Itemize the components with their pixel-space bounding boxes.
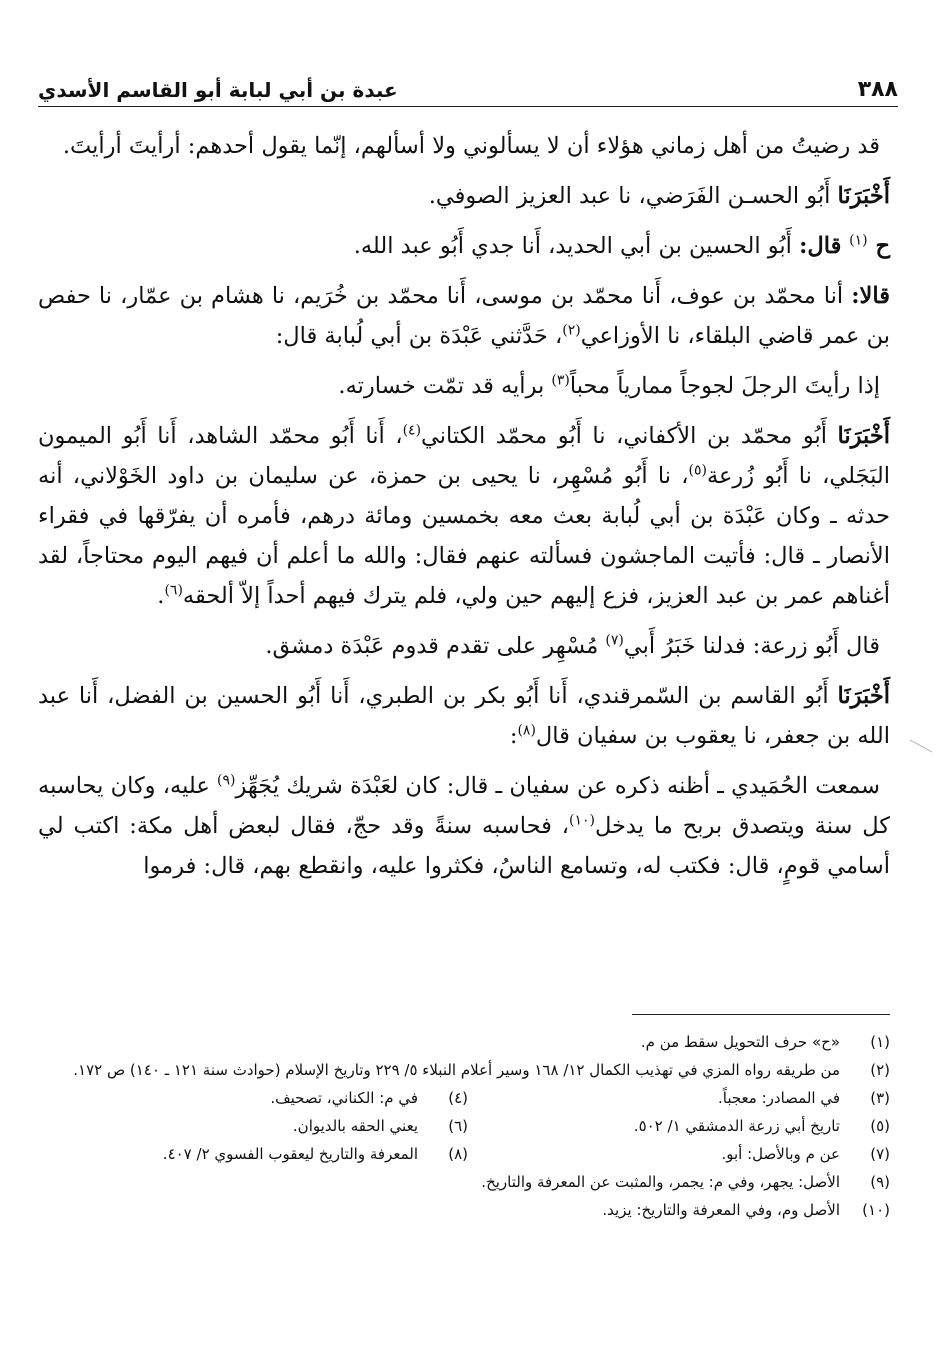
footnote-ref[interactable]: (٨) [517,722,536,739]
footnote-text: الأصل: يجهر، وفي م: يجمر، والمثبت عن المعرفة والتاريخ. [481,1173,840,1191]
footnote-text: عن م وبالأصل: أبو. [721,1145,840,1163]
paragraph-text: أَبُو الحسـن الفَرَضي، نا عبد العزيز الصوفي. [428,183,838,209]
header-divider [38,106,898,107]
paragraph-text: إذا رأيتَ الرجلَ لجوجاً ممارياً محباً [569,373,880,399]
paragraph-text: قد رضيتُ من أهل زماني هؤلاء أن لا يسألوني ولا أسألهم، إنّما يقول أحدهم: أرأيتَ أرأيتَ. [62,133,880,159]
footnote-text: الأصل وم، وفي المعرفة والتاريخ: يزيد. [602,1201,840,1219]
footnote [468,1142,890,1166]
footnote-text: تاريخ أبي زرعة الدمشقي ١/ ٥٠٢. [633,1117,840,1135]
paragraph-text: . [157,583,165,609]
footnote-text: «ح» حرف التحويل سقط من م. [640,1033,840,1051]
footnote-number: (١) [870,1033,890,1051]
footnote [46,1142,468,1166]
footnote-row [46,1086,890,1110]
footnote-number: (٩) [870,1173,890,1191]
footnote-text: في م: الكناني، تصحيف. [270,1089,418,1107]
paragraph-text: برأيه قد تمّت خسارته. [338,373,552,399]
footnote-number: (٧) [870,1145,890,1163]
footnote [46,1058,890,1082]
footnote-number: (٢) [870,1061,890,1079]
chain-keyword: أَخْبَرَنَا [837,683,890,709]
footnote [46,1086,468,1110]
footnote-divider [632,1014,890,1015]
paragraph [38,416,890,616]
paragraph [38,276,890,356]
main-text [38,126,890,896]
paragraph-text: ، أَنا أَبُو محمّد الشاهد، أَنا أَبُو الميمون البَجَلي، نا أَبُو زُرعة [38,423,890,489]
footnote-row [46,1114,890,1138]
paragraph [38,766,890,886]
footnote-ref[interactable]: (٢) [562,322,581,339]
footnote-ref[interactable]: (٩) [217,772,236,789]
chain-keyword: قال: [799,233,850,259]
footnote-ref[interactable]: (١) [849,232,868,249]
paragraph-text: سمعت الحُمَيدي ـ أظنه ذكره عن سفيان ـ قال: كان لعَبْدَة شريك يُجَهِّز [235,773,881,799]
footnote-number: (٦) [448,1117,468,1135]
footnote-number: (١٠) [862,1201,890,1219]
page-number: ٣٨٨ [857,77,898,102]
paragraph [38,226,890,266]
paragraph-text: أنا محمّد بن عوف، أَنا محمّد بن موسى، أَنا محمّد بن خُرَيم، نا هشام بن عمّار، نا حفص بن عمر قاضي البلقاء، نا الأوزاعي [38,283,890,349]
footnote [46,1030,890,1054]
paragraph-text: ، حَدَّثني عَبْدَة بن أبي لُبابة قال: [275,323,563,349]
footnote-text: يعني الحقه بالديوان. [292,1117,418,1135]
paragraph-text: مُسْهِر على تقدم قدوم عَبْدَة دمشق. [265,633,606,659]
footnote-ref[interactable]: (٣) [551,372,570,389]
page-header [38,72,898,102]
paragraph-text: ، نا أَبُو مُسْهِر، نا يحيى بن حمزة، عن سليمان بن داود الخَوْلاني، أنه حدثه ـ وكان عَبْدَة بن أبي لُبابة بعث معه بخمسين ومائة درهم، فأمره أن يفرّقها في فقراء الأنصار ـ قال: فأتيت الماجشون فسألته عنهم فقال: والله ما أعلم أن فيهم اليوم محتاجاً، لقد أغناهم عمر بن عبد العزيز، فزع إليهم حين ولي، فلم يترك فيهم أحداً إلاّ ألحقه [38,463,890,609]
paragraph-text: أَبُو محمّد بن الأكفاني، نا أَبُو محمّد الكتاني [421,423,838,449]
chain-keyword: أَخْبَرَنَا [837,183,890,209]
paragraph [38,676,890,756]
footnote-number: (٣) [870,1089,890,1107]
footnote-number: (٨) [448,1145,468,1163]
footnote [468,1086,890,1110]
footnote-ref[interactable]: (٤) [402,422,422,439]
paragraph [38,176,890,216]
footnote-ref[interactable]: (٥) [688,462,707,479]
footnote-row [46,1142,890,1166]
footnote-ref[interactable]: (٧) [605,632,624,649]
paragraph-text: : [509,723,518,749]
paragraph-text: قال أَبُو زرعة: فدلنا خَبَرُ أَبي [623,633,880,659]
paragraph [38,626,890,666]
footnotes [46,1030,890,1226]
footnote [46,1170,890,1194]
footnote-text: في المصادر: معجباً. [718,1089,840,1107]
footnote-ref[interactable]: (١٠) [569,812,595,829]
footnote-number: (٥) [870,1117,890,1135]
paragraph-text: ح [867,233,890,259]
paragraph [38,126,890,166]
footnote-text: من طريقه رواه المزي في تهذيب الكمال ١٢/ ١٦٨ وسير أعلام النبلاء ٥/ ٢٢٩ وتاريخ الإسلام (حوادث سنة ١٢١ ـ ١٤٠) ص ١٧٢. [73,1061,840,1079]
scan-mark [908,738,936,756]
footnote-text: المعرفة والتاريخ ليعقوب الفسوي ٢/ ٤٠٧. [162,1145,418,1163]
footnote [468,1114,890,1138]
paragraph-text: أَبُو الحسين بن أبي الحديد، أَنا جدي أَبُو عبد الله. [353,233,800,259]
chain-keyword: أَخْبَرَنَا [837,423,890,449]
footnote-number: (٤) [448,1089,468,1107]
running-title: عبدة بن أبي لبابة أبو القاسم الأسدي [38,78,398,102]
paragraph-text: أَبُو القاسم بن السّمرقندي، أَنا أَبُو بكر بن الطبري، أَنا أَبُو الحسين بن الفضل، أَنا عبد الله بن جعفر، نا يعقوب بن سفيان قال [38,683,890,749]
paragraph-text: ، فحاسبه سنةً وقد حجّ، فقال لبعض أهل مكة: اكتب لي أسامي قومٍ، قال: فكتب له، وتسامع الناسُ، فكثروا عليه، وانقطع بهم، قال: فرموا [38,813,890,879]
footnote [46,1198,890,1222]
chain-keyword: قالا: [851,283,890,309]
paragraph-text: عليه، وكان يحاسبه كل سنة ويتصدق بربح ما يدخل [38,773,890,839]
footnote-ref[interactable]: (٦) [164,582,183,599]
footnote [46,1114,468,1138]
paragraph [38,366,890,406]
